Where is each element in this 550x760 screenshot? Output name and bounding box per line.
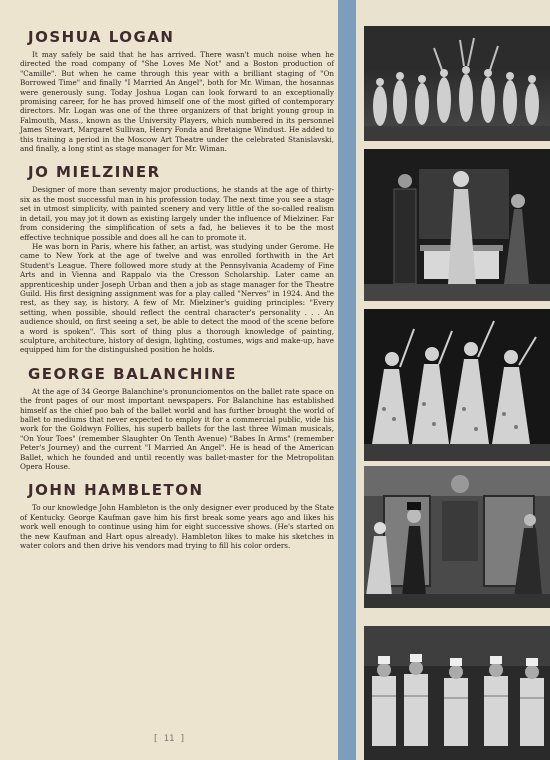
section-jo-mielziner	[18, 163, 336, 354]
section-paragraph: Designer of more than seventy major productions, he stands at the age of thirty-six as the most successful man in his profession today. The next time you see a stage set in utmost simplicity, with painted scenery and very little of the so-called realism in detail, you may jot it down as existing largely under the influence of Mielziner. Far from considering the simplification of sets a fad, he believes it to be the most effective technique possible and does all he can to promote it.	[20, 185, 334, 242]
stage-photo-cooks	[364, 626, 550, 760]
section-heading: JO MIELZINER	[28, 163, 161, 182]
section-heading: JOSHUA LOGAN	[28, 28, 175, 46]
section-joshua-logan	[18, 28, 336, 153]
text-column	[18, 28, 336, 558]
section-heading: GEORGE BALANCHINE	[28, 364, 237, 383]
section-paragraph: He was born in Paris, where his father, an artist, was studying under Gerome. He came to New York at the age of twelve and was enrolled forthwith in the Art Student's League. There followed more study at the Pennsylvania Academy of Fine Arts and in Vienna and Rappalo via the Cresson Scholarship. Later came an apprenticeship under Joseph Urban and then a job as stage manager for the Theatre Guild. His first designing assignment was for a play called "Nerves" in 1924. And the rest, as they say, is history. A few of Mr. Mielziner's guiding principles: "Every setting, when possible, should reflect the central character's personality . . . An audience should, on first seeing a set, be able to detect the mood of the scene before a word is spoken". This sort of thing plus a thorough knowledge of painting, sculpture, architecture, history of design, lighting, costumes, wigs and make-up, have equipped him for the distinguished position he holds.	[20, 241, 334, 355]
section-george-balanchine	[18, 365, 336, 472]
photo-column	[356, 0, 550, 760]
stage-photo-costume-dance	[364, 309, 550, 461]
section-paragraph: It may safely be said that he has arrived. There wasn't much noise when he directed the road company of "She Loves Me Not" and a Boston production of "Camille". But when he came through this year with a brilliant staging of "On Borrowed Time" and finally "I Married An Angel", both for Mr. Wiman, the hosannas were generously sung. Today Joshua Logan can look forward to an exceptionally promising career, for he has proved himself one of the most gifted of contemporary directors. Mr. Logan was one of the three organizers of that bright young group in Falmouth, Mass., known as the University Players, which numbered in its personnel James Stewart, Margaret Sullivan, Henry Fonda and Bretaigne Windust. He added to this training a period in the Moscow Art Theatre under the celebrated Stanislavski, and finally, a long stint as stage manager for Mr. Wiman.	[20, 50, 334, 154]
decorative-blue-strip	[338, 0, 356, 760]
section-paragraph: At the age of 34 George Balanchine's pronunciomentos on the ballet rate space on the front pages of our most important newspapers. For Balanchine has established himself as the chief poo bah of the ballet world and has further brought the world of ballet to mediums that never expected to employ it for a commercial public, vide his work for the Goldwyn Follies, his superb ballets for the last three Wiman musicals, "On Your Toes" (remember Slaughter On Tenth Avenue) "Babes In Arms" (remember Peter's Journey) and the current "I Married An Angel". He is head of the American Ballet, which he founded and until recently was ballet-master for the Metropolitan Opera House.	[20, 386, 334, 472]
section-heading: JOHN HAMBLETON	[28, 481, 204, 500]
stage-photo-chorus	[364, 26, 550, 141]
stage-photo-doorway-set	[364, 466, 550, 608]
section-john-hambleton	[18, 481, 336, 550]
stage-photo-bedroom-scene	[364, 149, 550, 301]
page-number: [ 11 ]	[152, 734, 186, 744]
section-paragraph: To our knowledge John Hambleton is the only designer ever produced by the State of Kentucky. George Kaufman gave him his first break some years ago and likes his work well enough to continue using him for eight successive shows. (He's started on the new Kaufman and Hart opus already). Hambleton likes to make his sketches in water colors and then drive his vendors mad trying to fill his color orders.	[20, 503, 334, 551]
